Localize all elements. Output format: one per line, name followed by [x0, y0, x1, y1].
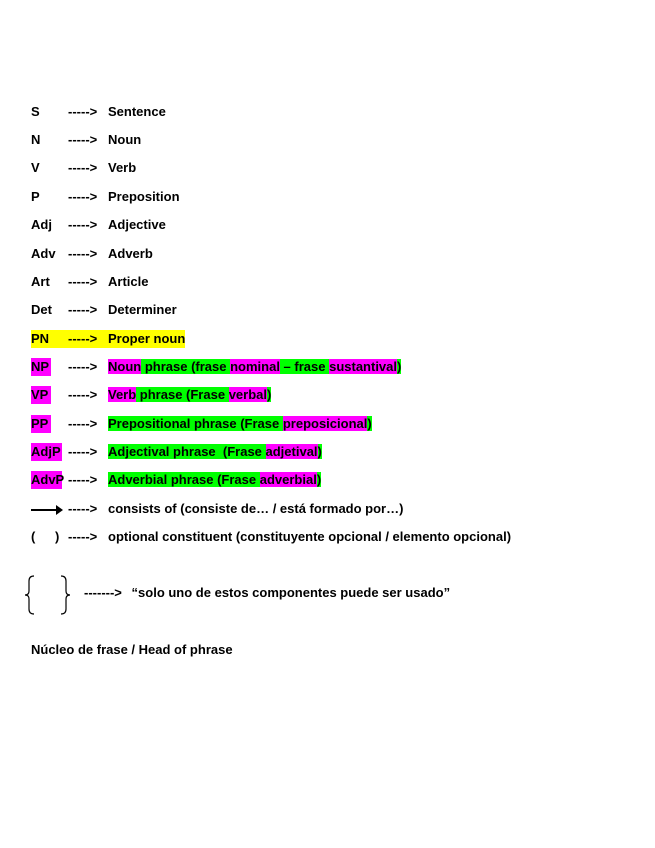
desc-part: )	[316, 472, 322, 487]
arrow: ----->	[68, 217, 98, 232]
arrow: ----->	[68, 246, 98, 261]
arrow: ----->	[68, 189, 98, 204]
arrow: ----->	[68, 274, 98, 289]
description	[108, 471, 321, 489]
desc-part: )	[317, 444, 322, 459]
desc-part: )	[267, 387, 272, 402]
arrow: ----->	[68, 444, 98, 459]
desc-part: Verb	[108, 387, 137, 402]
description	[108, 358, 401, 376]
abbr: Det	[31, 302, 52, 317]
description: Preposition	[108, 189, 180, 204]
abbr: P	[31, 189, 40, 204]
desc-part: )	[367, 416, 372, 431]
description: Adjective	[108, 217, 166, 232]
abbr: PN	[31, 330, 68, 348]
abbr: Adj	[31, 217, 52, 232]
legend-row-braces	[84, 584, 450, 602]
desc-part: phrase (frase	[141, 359, 231, 374]
desc-part: phrase (Frase	[136, 387, 229, 402]
abbr: S	[31, 104, 40, 119]
arrow: ----->	[68, 160, 98, 175]
close-paren: )	[55, 529, 60, 544]
desc-part: Noun	[108, 359, 142, 374]
desc-part: adjetival	[265, 444, 318, 459]
desc-part: sustantival	[329, 359, 398, 374]
arrow: ----->	[68, 529, 98, 544]
arrow: ----->	[68, 302, 98, 317]
arrow: ----->	[68, 472, 98, 487]
arrow: ----->	[68, 387, 98, 402]
desc-part: Prepositional phrase (Frase	[108, 416, 283, 431]
abbr: AdvP	[31, 472, 65, 487]
description: Proper noun	[108, 331, 186, 346]
description	[108, 443, 322, 461]
arrow: ----->	[68, 416, 98, 431]
curly-braces-icon	[24, 575, 72, 615]
abbr: Art	[31, 274, 50, 289]
desc-part: nominal	[230, 359, 280, 374]
description: consists of (consiste de… / está formado por…)	[108, 501, 404, 516]
arrow: ----->	[68, 330, 108, 348]
abbr: PP	[31, 415, 51, 433]
abbr: V	[31, 160, 40, 175]
description: optional constituent (constituyente opcional / elemento opcional)	[108, 529, 512, 544]
description: “solo uno de estos componentes puede ser usado”	[131, 585, 451, 600]
description: Noun	[108, 132, 142, 147]
abbr: AdjP	[31, 444, 61, 459]
desc-part: preposicional	[282, 416, 368, 431]
desc-part: Adjectival phrase (Frase	[108, 444, 266, 459]
arrow: ------->	[84, 585, 122, 600]
head-of-phrase-note: Núcleo de frase / Head of phrase	[31, 642, 233, 657]
description: Determiner	[108, 302, 177, 317]
abbr: NP	[31, 359, 50, 374]
description: Verb	[108, 160, 137, 175]
desc-part: )	[397, 359, 402, 374]
arrow: ----->	[68, 501, 98, 516]
arrow: ----->	[68, 132, 98, 147]
abbr: VP	[31, 386, 51, 404]
long-right-arrow-icon	[31, 509, 61, 511]
arrow: ----->	[68, 104, 98, 119]
description	[108, 386, 271, 404]
description	[108, 415, 372, 433]
desc-part: adverbial	[259, 472, 317, 487]
abbr: N	[31, 132, 41, 147]
desc-part: verbal	[228, 387, 267, 402]
description: Article	[108, 274, 149, 289]
description: Adverb	[108, 246, 153, 261]
desc-part: – frase	[279, 359, 330, 374]
open-paren: (	[31, 529, 36, 544]
desc-part: Adverbial phrase (Frase	[108, 472, 260, 487]
abbr: Adv	[31, 246, 56, 261]
legend-row-pn	[31, 330, 186, 348]
arrow: ----->	[68, 359, 98, 374]
description: Sentence	[108, 104, 166, 119]
